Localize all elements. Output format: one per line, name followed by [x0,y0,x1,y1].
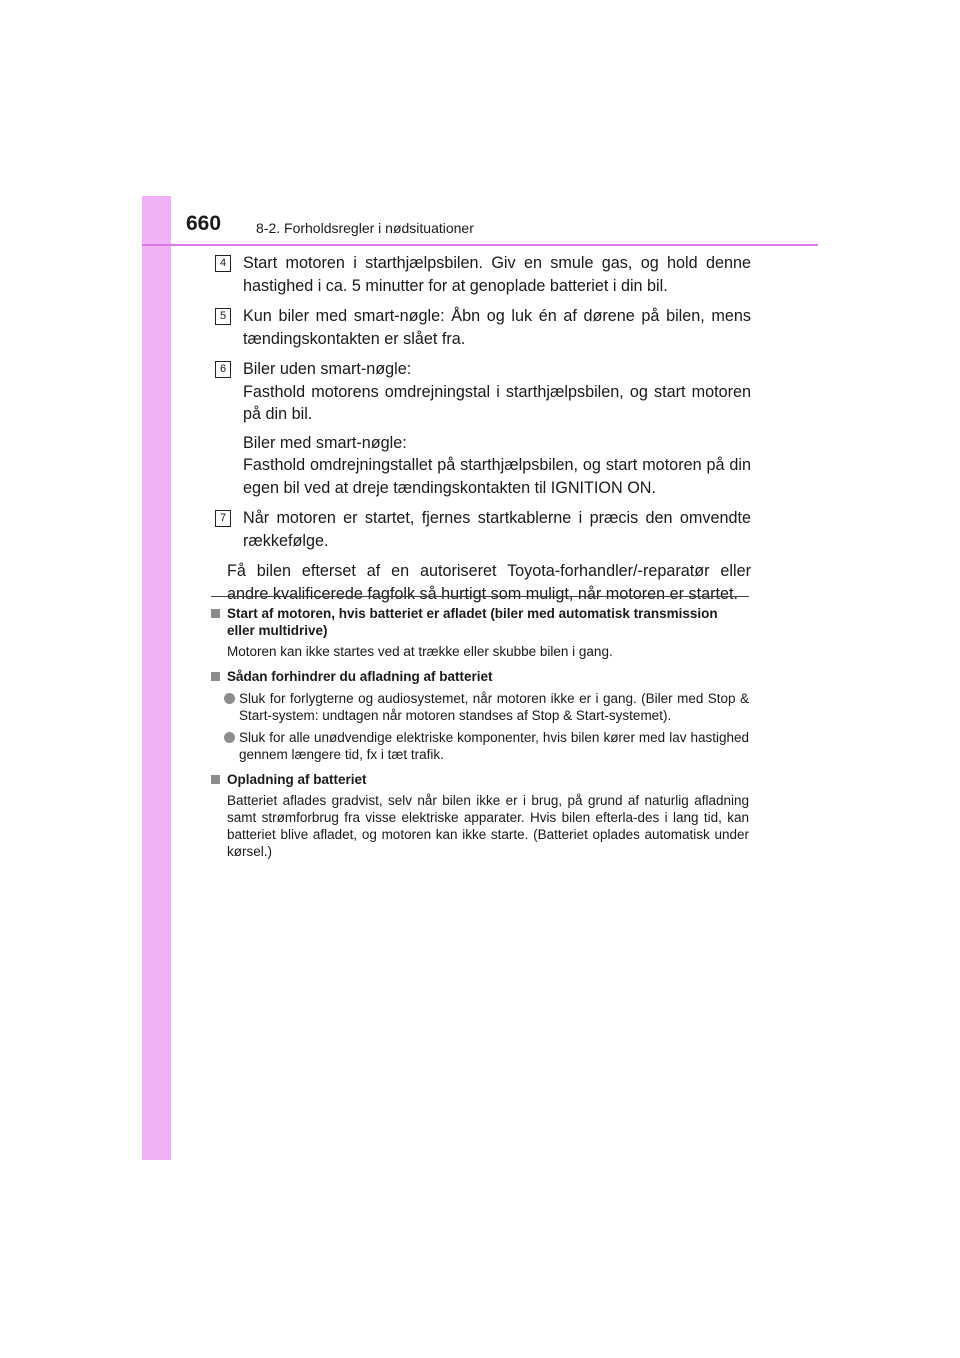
list-item [211,729,749,763]
square-bullet-icon [211,609,220,618]
step-text: Biler med smart-nøgle: [243,433,407,452]
step-4 [215,252,751,297]
square-bullet-icon [211,775,220,784]
side-tab [142,196,171,1160]
step-text: Kun biler med smart-nøgle: Åbn og luk én af dørene på bilen, mens tændingskontakten er slået fra. [243,307,751,348]
note-body: Motoren kan ikke startes ved at trække eller skubbe bilen i gang. [227,644,613,659]
circle-bullet-icon [224,693,235,704]
square-bullet-icon [211,672,220,681]
list-item [211,690,749,724]
step-text: Start motoren i starthjælpsbilen. Giv en smule gas, og hold denne hastighed i ca. 5 minutter for at genoplade batteriet i din bil. [243,254,751,295]
step-6 [215,358,751,499]
note-body: Batteriet aflades gradvist, selv når bilen ikke er i brug, på grund af naturlig afladning samt strømforbrug fra visse elektriske apparater. Hvis bilen efterla-des i lang tid, kan batteriet blive afladet, og motoren kan ikke starte. (Batteriet oplades automatisk under kørsel.) [227,793,749,859]
main-content [215,252,751,605]
note-heading-text: Start af motoren, hvis batteriet er afladet (biler med automatisk transmission eller multidrive) [227,606,718,638]
step-text: Fasthold omdrejningstallet på starthjælpsbilen, og start motoren på din egen bil ved at dreje tændingskontakten til IGNITION ON. [243,456,751,497]
page-number: 660 [186,212,222,235]
list-item-text: Sluk for alle unødvendige elektriske komponenter, hvis bilen kører med lav hastighed gennem længere tid, fx i tæt trafik. [239,730,749,762]
step-text: Når motoren er startet, fjernes startkablerne i præcis den omvendte rækkefølge. [243,509,751,550]
page-header [142,208,818,248]
step-number-badge: 7 [215,510,231,527]
step-number-badge: 5 [215,308,231,325]
step-7 [215,507,751,552]
note-heading [211,668,749,685]
step-text: Biler uden smart-nøgle: [243,360,412,378]
header-divider [142,244,818,246]
notes-section [211,596,749,860]
closing-paragraph: Få bilen efterset af en autoriseret Toyota-forhandler/-reparatør eller andre kvalificerede fagfolk så hurtigt som muligt, når motoren er startet. [227,562,751,603]
step-5 [215,305,751,350]
circle-bullet-icon [224,732,235,743]
step-text: Fasthold motorens omdrejningstal i starthjælpsbilen, og start motoren på din bil. [243,382,751,423]
section-title: 8-2. Forholdsregler i nødsituationer [256,220,474,236]
note-heading-text: Sådan forhindrer du afladning af batteriet [227,669,493,684]
note-heading [211,605,749,639]
step-number-badge: 4 [215,255,231,272]
note-heading [211,771,749,788]
note-heading-text: Opladning af batteriet [227,772,367,787]
list-item-text: Sluk for forlygterne og audiosystemet, når motoren ikke er i gang. (Biler med Stop & Start-system: undtagen når motoren standses af Stop & Start-systemet). [239,691,749,723]
step-number-badge: 6 [215,361,231,378]
